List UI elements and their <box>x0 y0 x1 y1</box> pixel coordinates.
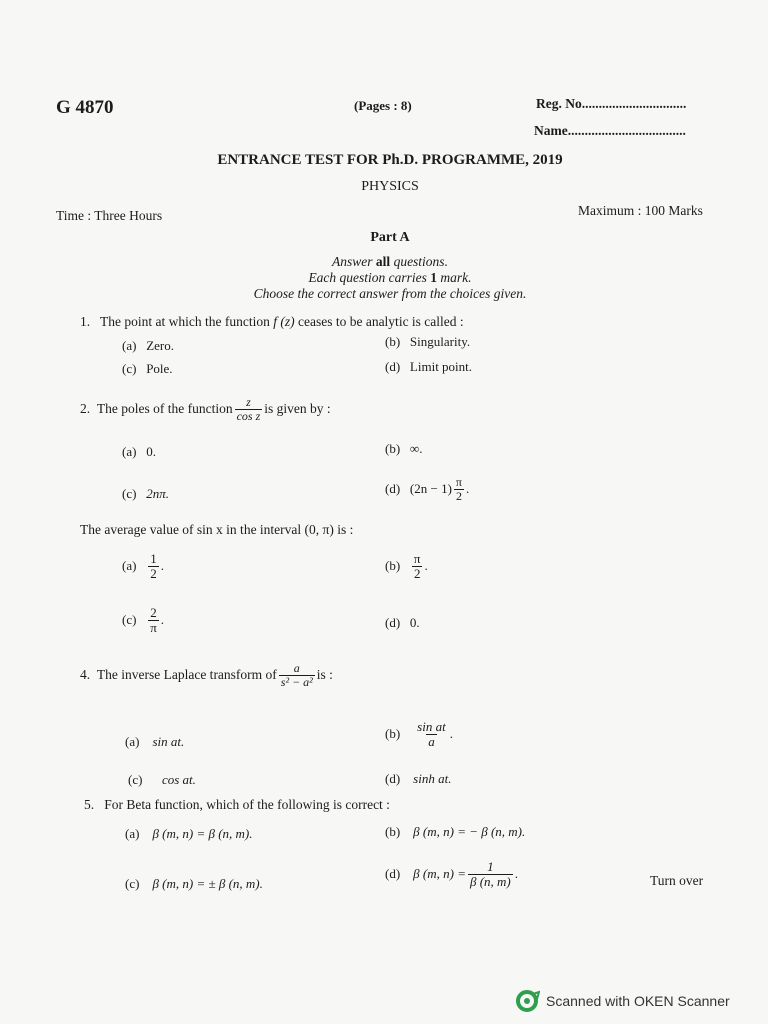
scanner-logo-icon <box>516 990 540 1012</box>
q4-option-b: (b) $\frac{\text{sin at}}{a}$ . <box>385 719 453 749</box>
q3-option-b: (b) $\frac{\pi}{2}$ . <box>385 551 428 581</box>
q4-text-a: The inverse Laplace transform of <box>96 667 277 683</box>
q2-number: 2. <box>80 401 91 417</box>
instr1-c: questions. <box>393 254 448 269</box>
exam-title: ENTRANCE TEST FOR Ph.D. PROGRAMME, 2019 <box>217 152 563 168</box>
question-1 <box>80 314 464 330</box>
q1-text-a: The point at which the function <box>100 314 270 329</box>
instr1-a: Answer <box>332 254 373 269</box>
name-field: Name................................... <box>534 123 686 138</box>
scanner-text: Scanned with OKEN Scanner <box>546 993 730 1009</box>
q1-option-c: (c) Pole. <box>122 361 173 376</box>
q2-option-b: (b) ∞. <box>385 441 423 456</box>
q5-option-c: (c) β (m, n) = ± β (n, m). <box>125 876 263 891</box>
q5-option-d: (d) β (m, n) = $\frac{1}{\beta (n, m)}$ . <box>385 859 518 889</box>
instr2-a: Each question carries <box>308 270 427 285</box>
part-heading: Part A <box>370 230 410 245</box>
q2-fraction: $\frac{z}{\text{cos z}}$ <box>236 395 261 423</box>
q1-number: 1. <box>80 314 91 329</box>
question-5 <box>84 797 390 813</box>
instruction-3: Choose the correct answer from the choices given. <box>253 286 527 301</box>
q5-number: 5. <box>84 797 95 812</box>
max-marks: Maximum : 100 Marks <box>578 203 703 218</box>
q2-text-b: is given by : <box>264 401 331 417</box>
q1-option-b: (b) Singularity. <box>385 334 471 349</box>
exam-code: G 4870 <box>56 97 114 118</box>
q1-option-a: (a) Zero. <box>122 338 174 353</box>
reg-no-field: Reg. No............................... <box>536 96 687 111</box>
time-allowed: Time : Three Hours <box>56 208 163 223</box>
q4-fraction: $\frac{a}{\text{s² − a²}}$ <box>280 661 313 689</box>
instr2-b: 1 <box>430 270 438 285</box>
q2-text-a: The poles of the function <box>96 401 233 417</box>
q2-option-d: (d) (2n − 1) $\frac{\pi}{2}$ . <box>385 475 470 503</box>
question-2 <box>80 396 331 422</box>
instruction-1 <box>0 254 768 270</box>
instr2-c: mark. <box>440 270 472 285</box>
q3-option-d: (d) 0. <box>385 615 420 630</box>
turn-over-note: Turn over <box>650 873 704 888</box>
q5-option-b: (b) β (m, n) = − β (n, m). <box>385 824 526 839</box>
q4-text-b: is : <box>316 667 333 683</box>
subject: PHYSICS <box>361 179 419 194</box>
instr1-b: all <box>375 254 391 269</box>
q5-option-a: (a) β (m, n) = β (n, m). <box>125 826 253 841</box>
question-4 <box>80 662 333 688</box>
q1-function: f (z) <box>273 314 295 329</box>
q4-option-c: (c) cos at. <box>128 772 196 787</box>
q3-option-a: (a) $\frac{1}{2}$ . <box>122 551 164 581</box>
question-3: The average value of sin x in the interval (0, π) is : <box>80 522 354 537</box>
instruction-2 <box>0 270 768 286</box>
q2-option-a: (a) 0. <box>122 444 156 459</box>
q1-text-b: ceases to be analytic is called : <box>297 314 464 329</box>
q3-option-c: (c) $\frac{2}{\pi}$ . <box>122 605 165 635</box>
q5-text: For Beta function, which of the following is correct : <box>104 797 390 812</box>
q1-option-d: (d) Limit point. <box>385 359 473 374</box>
q4-option-a: (a) sin at. <box>125 734 185 749</box>
scanner-watermark <box>516 990 730 1012</box>
q4-number: 4. <box>80 667 91 683</box>
q2-option-c: (c) 2nπ. <box>122 486 169 501</box>
q4-option-d: (d) sinh at. <box>385 771 452 786</box>
page-count: (Pages : 8) <box>354 98 412 113</box>
